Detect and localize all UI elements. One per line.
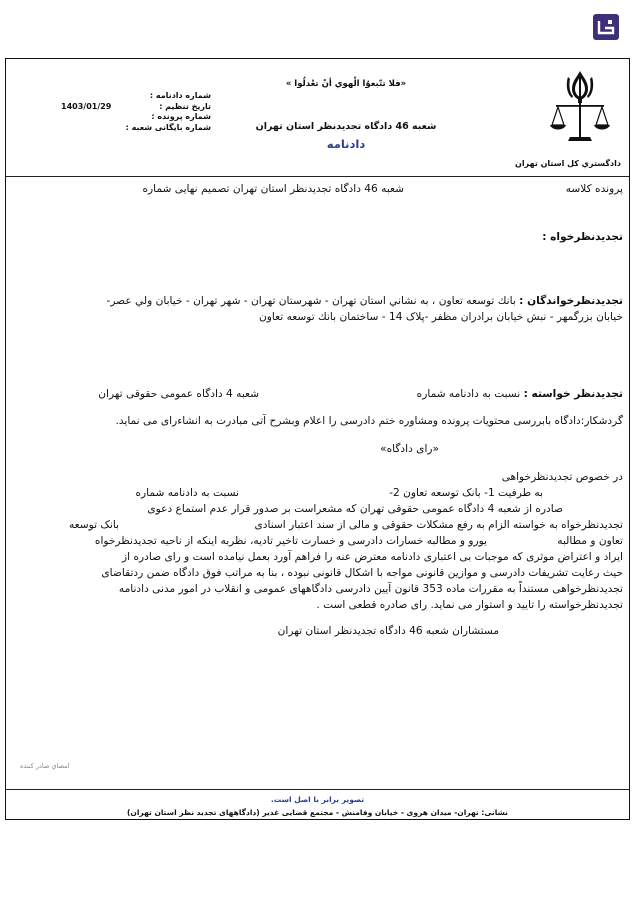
verdict-line-6: ایراد و اعتراض موثری که موجبات بی اعتباری دادنامه معترض عنه را فراهم آورد بعمل نیامده است و رای صادره از bbox=[122, 551, 623, 563]
verdict-number-label: شماره دادنامه : bbox=[149, 91, 211, 100]
document-meta bbox=[61, 91, 211, 133]
date-label: تاریخ تنظیم : bbox=[159, 101, 211, 111]
verdict-line-3: صادره از شعبه 4 دادگاه عمومی حقوقی تهران که مشعراست بر صدور قرار عدم استماع دعوی bbox=[147, 503, 563, 515]
verdict-line-7: حیث رعایت تشریفات دادرسی و موازین قانونی مواجه با اشکال قانونی نبوده ، بنا به مراتب فوق دادگاه ضمن ردتقاضای bbox=[101, 567, 623, 579]
branch-title: شعبه 46 دادگاه تجدیدنظر استان تهران bbox=[255, 121, 437, 132]
appellees-label: تجدیدنظرخواندگان : bbox=[519, 295, 623, 307]
footer-divider bbox=[6, 789, 629, 790]
appellees-address-2: خیابان بزرگمهر - نبش خیابان برادران مظفر -پلاک 14 - ساختمان بانك توسعه تعاون bbox=[259, 311, 623, 323]
verdict-line-5a: تعاون و مطالبه bbox=[557, 535, 623, 547]
court-address: نشانی: تهران- میدان هروی - خیابان وفامنش - مجتمع قضایی غدیر (دادگاههای تجدید نظر استان تهران) bbox=[127, 808, 508, 817]
issuer-signature-label: امضاي صادر کننده bbox=[20, 762, 70, 770]
case-number-label: شماره پرونده : bbox=[151, 112, 211, 121]
signers-line: مستشاران شعبه 46 دادگاه تجدیدنظر استان تهران bbox=[277, 625, 499, 637]
case-line-label: پرونده کلاسه bbox=[565, 183, 623, 195]
header-verse: «فلا تتّبعوُا الْهوي أنْ تعْدلُوا » bbox=[285, 79, 407, 89]
request-label: تجدیدنظر خواسته : bbox=[523, 388, 623, 400]
request-line bbox=[417, 388, 623, 400]
archive-number-label: شماره بایگانی شعبه : bbox=[125, 122, 211, 132]
date-value: 1403/01/29 bbox=[61, 101, 112, 111]
verdict-line-8: تجدیدنظرخواهی مستنداً به مقررات ماده 353 قانون آیین دادرسی دادگاههای عمومی و انقلاب در امور مدنی دادنامه bbox=[118, 583, 623, 595]
case-line-branch: شعبه 46 دادگاه تجدیدنظر استان تهران تصمیم نهایی شماره bbox=[142, 183, 404, 195]
verdict-line-1: در خصوص تجدیدنظرخواهی bbox=[501, 471, 623, 483]
verdict-line-4b: بانک توسعه bbox=[68, 519, 119, 531]
verdict-line-5b: یورو و مطالبه خسارات دادرسی و خسارت تاخیر تادیه، نظربه اینکه از ناحیه تجدیدنظرخواه bbox=[94, 535, 487, 547]
request-text: نسبت به دادنامه شماره bbox=[416, 388, 521, 400]
appellees-address-1: بانك توسعه تعاون ، به نشاني استان تهران - شهرستان تهران - شهر تهران - خيابان ولي عصر- bbox=[106, 295, 516, 307]
verdict-line-4a: تجدیدنظرخواه به خواسته الزام به رفع مشکلات حقوقی و مالی از سند اعتبار اسنادی bbox=[254, 519, 623, 531]
header-divider bbox=[6, 176, 629, 177]
judiciary-emblem-icon bbox=[544, 67, 616, 157]
verdict-line-9: تجدیدنظرخواسته را تایید و استوار می نماید. رای صادره قطعی است . bbox=[316, 599, 623, 611]
request-court: شعبه 4 دادگاه عمومی حقوقی تهران bbox=[98, 388, 259, 400]
app-logo bbox=[593, 14, 619, 40]
verdict-line-2b: نسبت به دادنامه شماره bbox=[135, 487, 239, 499]
judiciary-name: دادگستري کل استان تهران bbox=[514, 159, 621, 168]
document-title: دادنامه bbox=[326, 137, 366, 151]
appellant-label: تجدیدنظرخواه : bbox=[542, 231, 623, 243]
process-report: گردشکار:دادگاه بابررسی محتویات پرونده ومشاوره ختم دادرسی را اعلام وبشرح آتی مبادرت به انشاءرای می نماید. bbox=[115, 415, 623, 427]
verdict-line-2a: به طرفیت 1- بانک توسعه تعاون 2- bbox=[389, 487, 543, 499]
appellees-line-1 bbox=[107, 295, 624, 307]
document-header bbox=[6, 59, 629, 174]
document-frame bbox=[5, 58, 630, 820]
verdict-heading: «رای دادگاه» bbox=[380, 443, 439, 455]
copy-certification: تصویر برابر با اصل است. bbox=[270, 795, 365, 804]
